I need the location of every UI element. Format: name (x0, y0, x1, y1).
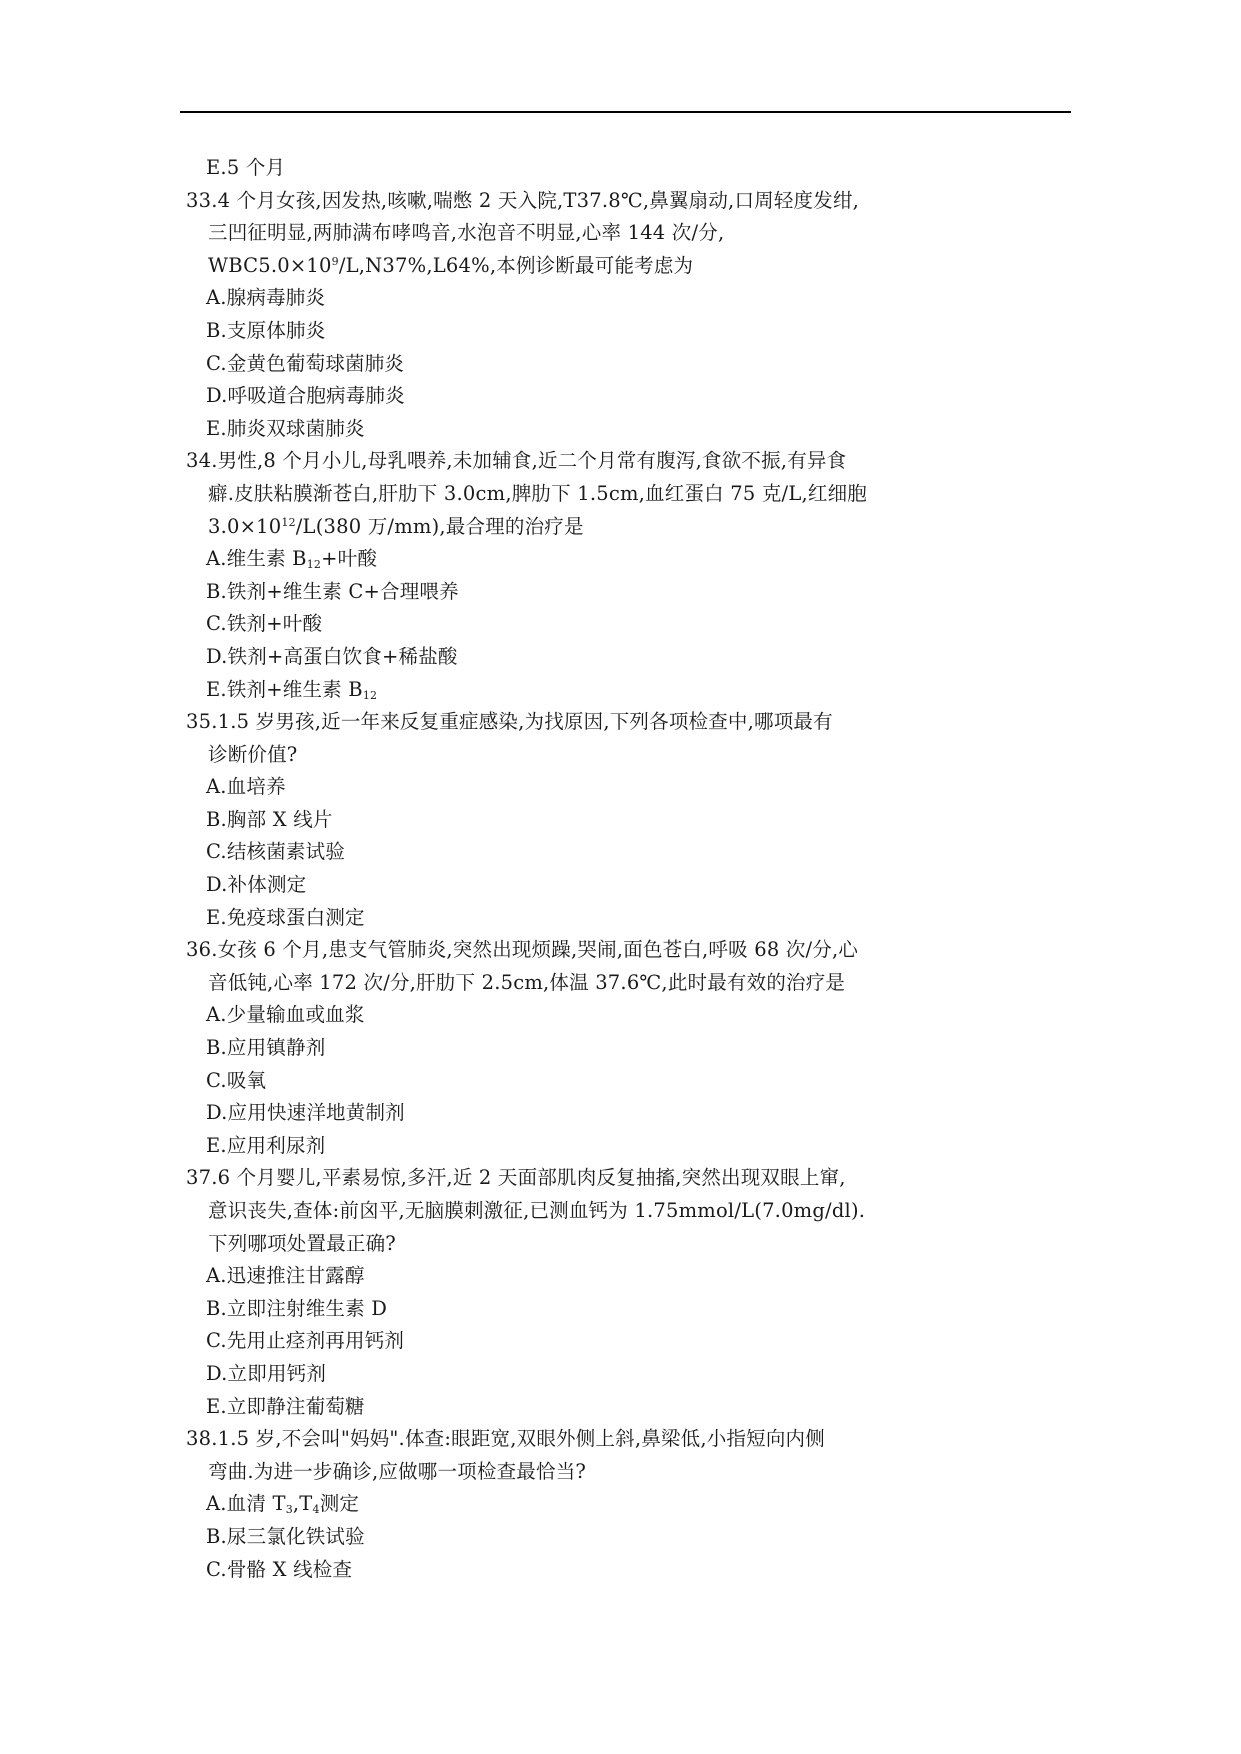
text-segment: E.铁剂+维生素 B (206, 677, 363, 701)
text-segment: 癖.皮肤粘膜渐苍白,肝肋下 3.0cm,脾肋下 1.5cm,血红蛋白 75 克/L,红细胞 (208, 481, 867, 505)
text-segment: C.金黄色葡萄球菌肺炎 (206, 351, 405, 375)
text-segment: E.5 个月 (206, 156, 286, 179)
text-segment: D.应用快速洋地黄制剂 (206, 1101, 405, 1125)
text-segment: +叶酸 (321, 547, 378, 571)
answer-option (186, 1293, 1046, 1326)
text-segment: E.应用利尿剂 (206, 1133, 326, 1157)
text-segment: C.先用止痉剂再用钙剂 (206, 1329, 405, 1353)
answer-option (186, 1065, 1046, 1098)
question-continuation (186, 1195, 1046, 1228)
question-continuation (186, 739, 1046, 772)
question-continuation (186, 511, 1046, 544)
text-segment: WBC5.0×10 (208, 253, 332, 277)
answer-option (186, 315, 1046, 348)
question-continuation (186, 478, 1046, 511)
text-segment: C.吸氧 (206, 1068, 267, 1092)
answer-option (186, 1097, 1046, 1130)
text-segment: 3.0×10 (208, 514, 282, 538)
text-segment: D.铁剂+高蛋白饮食+稀盐酸 (206, 644, 458, 668)
text-segment: 35.1.5 岁男孩,近一年来反复重症感染,为找原因,下列各项检查中,哪项最有 (186, 710, 833, 734)
text-segment: B.尿三氯化铁试验 (206, 1524, 365, 1548)
text-segment: A.维生素 B (206, 547, 307, 571)
answer-option (186, 576, 1046, 609)
answer-option (186, 348, 1046, 381)
text-segment: A.少量输血或血浆 (206, 1003, 365, 1027)
header-rule (180, 111, 1071, 113)
answer-option (186, 413, 1046, 446)
text-segment: D.呼吸道合胞病毒肺炎 (206, 384, 405, 408)
text-segment: 意识丧失,查体:前囟平,无脑膜刺激征,已测血钙为 1.75mmol/L(7.0mg/dl). (208, 1199, 866, 1222)
question-list (186, 152, 1046, 1586)
text-segment: 36.女孩 6 个月,患支气管肺炎,突然出现烦躁,哭闹,面色苍白,呼吸 68 次/分,心 (186, 938, 859, 962)
answer-option (186, 1260, 1046, 1293)
answer-option (186, 152, 1046, 185)
question-stem (186, 1162, 1046, 1195)
subscript: 3 (285, 1503, 293, 1517)
question-stem (186, 934, 1046, 967)
text-segment: D.立即用钙剂 (206, 1361, 327, 1385)
text-segment: E.立即静注葡萄糖 (206, 1394, 365, 1418)
answer-option (186, 869, 1046, 902)
text-segment: C.骨骼 X 线检查 (206, 1557, 353, 1581)
text-segment: B.胸部 X 线片 (206, 807, 333, 831)
answer-option (186, 1358, 1046, 1391)
question-stem (186, 445, 1046, 478)
answer-option (186, 1032, 1046, 1065)
text-segment: 37.6 个月婴儿,平素易惊,多汗,近 2 天面部肌肉反复抽搐,突然出现双眼上窜, (186, 1166, 846, 1190)
answer-option (186, 641, 1046, 674)
text-segment: 38.1.5 岁,不会叫"妈妈".体查:眼距宽,双眼外侧上斜,鼻梁低,小指短向内侧 (186, 1427, 825, 1451)
question-continuation (186, 1456, 1046, 1489)
text-segment: D.补体测定 (206, 873, 307, 897)
subscript: 12 (306, 558, 322, 572)
answer-option (186, 282, 1046, 315)
answer-option (186, 608, 1046, 641)
answer-option (186, 1391, 1046, 1424)
text-segment: 三凹征明显,两肺满布哮鸣音,水泡音不明显,心率 144 次/分, (208, 221, 725, 245)
text-segment: 下列哪项处置最正确? (208, 1231, 396, 1255)
question-continuation (186, 250, 1046, 283)
text-segment: E.免疫球蛋白测定 (206, 905, 365, 929)
answer-option (186, 1554, 1046, 1587)
subscript: 4 (312, 1503, 320, 1517)
answer-option (186, 1488, 1046, 1521)
answer-option (186, 1325, 1046, 1358)
answer-option (186, 902, 1046, 935)
answer-option (186, 804, 1046, 837)
text-segment: B.铁剂+维生素 C+合理喂养 (206, 579, 459, 603)
text-segment: A.血清 T (206, 1492, 286, 1516)
answer-option (186, 543, 1046, 576)
text-segment: C.结核菌素试验 (206, 840, 346, 864)
text-segment: C.铁剂+叶酸 (206, 612, 323, 636)
text-segment: 测定 (319, 1492, 360, 1516)
subscript: 12 (362, 688, 378, 702)
text-segment: A.迅速推注甘露醇 (206, 1264, 365, 1288)
answer-option (186, 674, 1046, 707)
answer-option (186, 1130, 1046, 1163)
text-segment: 34.男性,8 个月小儿,母乳喂养,未加辅食,近二个月常有腹泻,食欲不振,有异食 (186, 449, 847, 473)
superscript: 9 (331, 254, 339, 268)
superscript: 12 (281, 515, 296, 529)
text-segment: 弯曲.为进一步确诊,应做哪一项检查最恰当? (208, 1459, 587, 1483)
text-segment: 音低钝,心率 172 次/分,肝肋下 2.5cm,体温 37.6℃,此时最有效的治疗是 (208, 970, 846, 994)
text-segment: E.肺炎双球菌肺炎 (206, 416, 365, 440)
text-segment: A.血培养 (206, 775, 286, 799)
text-segment: ,T (292, 1492, 313, 1516)
answer-option (186, 836, 1046, 869)
text-segment: 33.4 个月女孩,因发热,咳嗽,喘憋 2 天入院,T37.8℃,鼻翼扇动,口周轻度发绀, (186, 188, 860, 212)
question-stem (186, 185, 1046, 218)
question-continuation (186, 1228, 1046, 1261)
text-segment: B.应用镇静剂 (206, 1036, 326, 1060)
text-segment: /L,N37%,L64%,本例诊断最可能考虑为 (338, 253, 694, 277)
question-stem (186, 1423, 1046, 1456)
answer-option (186, 771, 1046, 804)
answer-option (186, 1521, 1046, 1554)
text-segment: 诊断价值? (208, 742, 298, 766)
answer-option (186, 380, 1046, 413)
text-segment: B.立即注射维生素 D (206, 1296, 388, 1320)
question-continuation (186, 217, 1046, 250)
text-segment: A.腺病毒肺炎 (206, 286, 326, 310)
question-stem (186, 706, 1046, 739)
text-segment: B.支原体肺炎 (206, 318, 326, 342)
answer-option (186, 999, 1046, 1032)
text-segment: /L(380 万/mm),最合理的治疗是 (295, 514, 584, 538)
question-continuation (186, 967, 1046, 1000)
